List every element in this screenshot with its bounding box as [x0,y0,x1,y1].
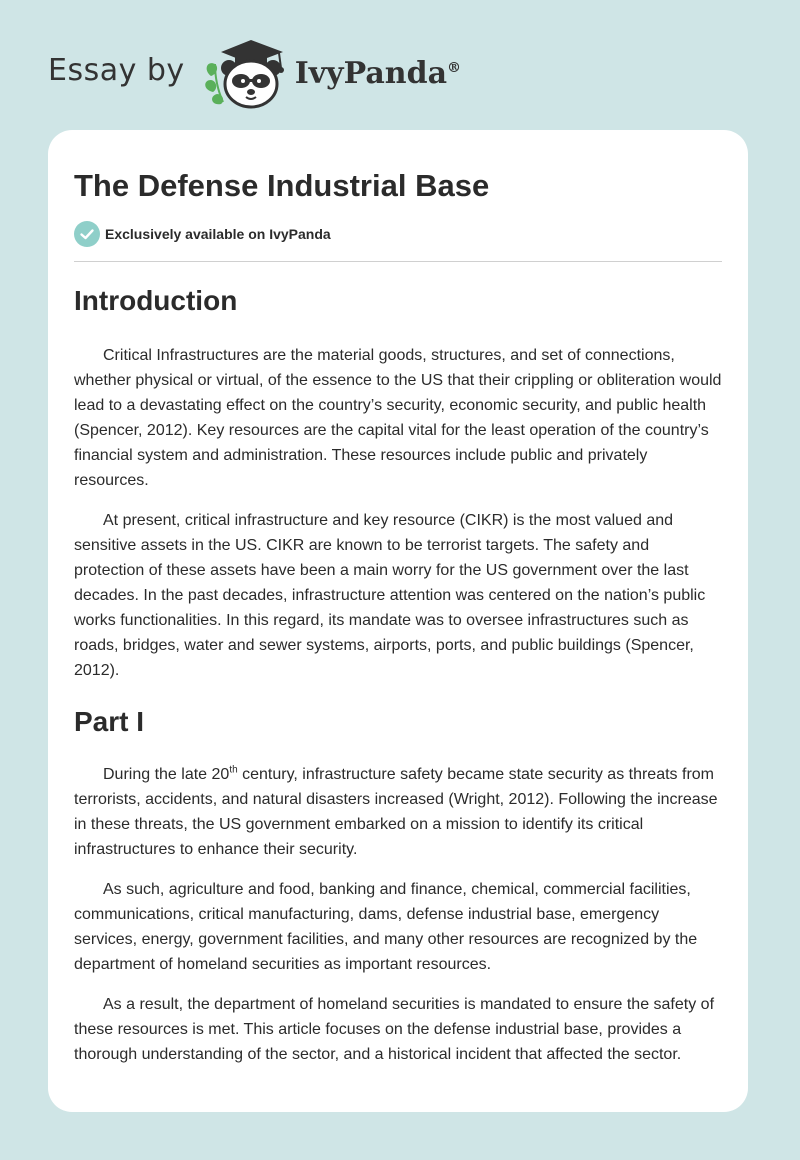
badge-text: Exclusively available on IvyPanda [105,226,331,242]
brand-prefix: Essay by [48,52,185,88]
paragraph: During the late 20th century, infrastructure safety became state security as threats from terrorists, accidents, and natural disasters increased (Wright, 2012). Following the increase in these threats, the US government embarked on a mission to identify its critical infrastructures to enhance their security. [74,764,718,858]
section-heading-part-1: Part I [74,706,145,737]
paragraph: At present, critical infrastructure and key resource (CIKR) is the most valued and sensitive assets in the US. CIKR are known to be terrorist targets. The safety and protection of these assets have been a main worry for the US government over the last decades. In the past decades, infrastructure attention was centered on the nation’s public works functionalities. In this regard, its mandate was to oversee infrastructures such as roads, bridges, water and sewer systems, airports, ports, and public buildings (Spencer, 2012). [74,512,706,679]
page-title: The Defense Industrial Base [74,168,490,203]
essay-card [48,130,748,1112]
paragraph: As such, agriculture and food, banking and finance, chemical, commercial facilities, communications, critical manufacturing, dams, defense industrial base, emergency services, energy, government facilities, and many other resources are recognized by the department of homeland securities as important resources. [74,881,698,973]
paragraph: As a result, the department of homeland securities is mandated to ensure the safety of these resources is met. This article focuses on the defense industrial base, provides a thorough understanding of the sector, and a historical incident that affected the sector. [74,996,715,1063]
paragraph: Critical Infrastructures are the material goods, structures, and set of connections, whether physical or virtual, of the essence to the US that their crippling or obliteration would lead to a devastating effect on the country’s security, economic security, and public health (Spencer, 2012). Key resources are the capital vital for the least operation of the country’s financial system and administration. These resources include public and privately resources. [74,347,722,489]
brand-header [48,34,461,114]
essay-body [74,282,722,1067]
check-circle-icon [74,221,100,247]
panda-logo-icon[interactable] [201,34,293,114]
section-heading-introduction: Introduction [74,285,238,316]
exclusive-badge [74,221,331,247]
divider [74,261,722,262]
brand-name: IvyPanda® [294,55,462,91]
